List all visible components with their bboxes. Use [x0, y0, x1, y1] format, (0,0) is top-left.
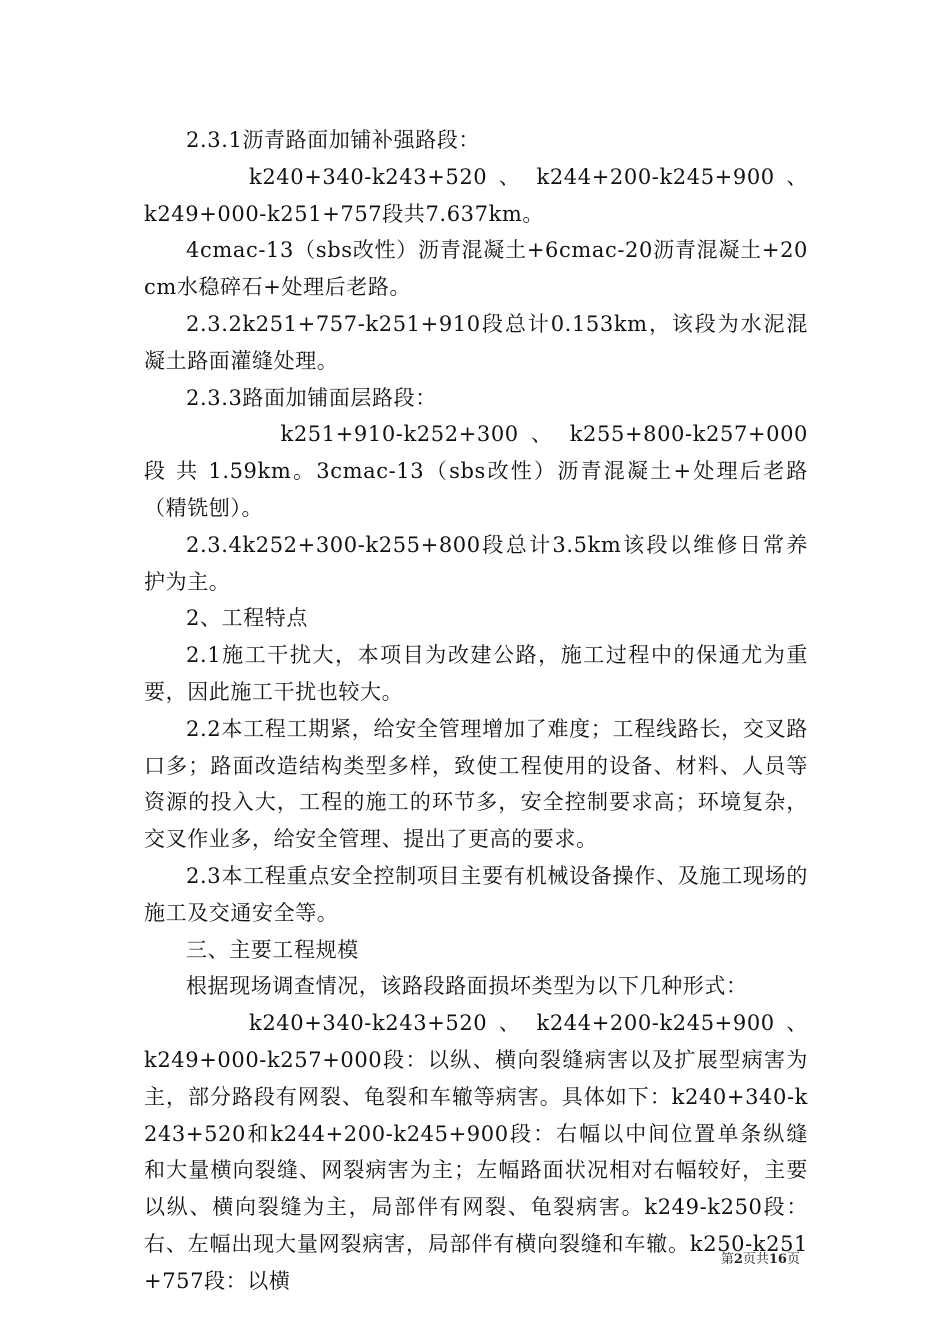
footer-total-pages: 16 [768, 1252, 787, 1267]
paragraph-2-3: 2.3本工程重点安全控制项目主要有机械设备操作、及施工现场的施工及交通安全等。 [144, 863, 808, 925]
paragraph-survey-intro: 根据现场调查情况，该路段路面损坏类型为以下几种形式： [186, 974, 748, 999]
footer-current-page: 2 [733, 1252, 743, 1267]
footer-suffix: 页 [786, 1252, 800, 1267]
paragraph-2-3-1-structure: 4cmac-13（sbs改性）沥青混凝土+6cmac-20沥青混凝土+20cm水稳碎石+处理后老路。 [144, 238, 808, 300]
section-heading-main-scale: 三、主要工程规模 [186, 937, 359, 962]
footer-middle: 页共 [742, 1252, 769, 1267]
paragraph-2-3-2: 2.3.2k251+757-k251+910段总计0.153km，该段为水泥混凝土路面灌缝处理。 [144, 311, 808, 373]
body-text [144, 122, 808, 1300]
paragraph-2-2: 2.2本工程工期紧，给安全管理增加了难度；工程线路长，交叉路口多；路面改造结构类型多样，致使工程使用的设备、材料、人员等资源的投入大，工程的施工的环节多，安全控制要求高；环境复杂，交叉作业多，给安全管理、提出了更高的要求。 [144, 716, 808, 852]
paragraph-2-3-3-ranges: k251+910-k252+300 、 k255+800-k257+000 段 共 1.59km。3cmac-13（sbs改性）沥青混凝土+处理后老路（精铣刨）。 [144, 422, 808, 520]
paragraph-2-3-4: 2.3.4k252+300-k255+800段总计3.5km该段以维修日常养护为主。 [144, 532, 808, 594]
paragraph-damage-details: k240+340-k243+520 、 k244+200-k245+900 、 k249+000-k257+000段：以纵、横向裂缝病害以及扩展型病害为主，部分路段有网裂、龟裂和车辙等病害。具体如下：k240+340-k243+520和k244+200-k245+900段：右幅以中间位置单条纵缝和大量横向裂缝、网裂病害为主；左幅路面状况相对右幅较好，主要以纵、横向裂缝为主，局部伴有网裂、龟裂病害。k249-k250段：右、左幅出现大量网裂病害，局部伴有横向裂缝和车辙。k250-k251+757段：以横 [144, 1011, 808, 1293]
page-footer [0, 1248, 950, 1267]
section-heading-engineering-features: 2、工程特点 [186, 606, 308, 631]
paragraph-2-3-1-ranges: k240+340-k243+520 、 k244+200-k245+900 、 k249+000-k251+757段共7.637km。 [144, 164, 808, 226]
paragraph-2-3-1-heading: 2.3.1沥青路面加铺补强路段： [186, 128, 481, 152]
footer-prefix: 第 [720, 1252, 734, 1267]
paragraph-2-1: 2.1施工干扰大，本项目为改建公路，施工过程中的保通尤为重要，因此施工干扰也较大。 [144, 643, 808, 704]
paragraph-2-3-3-heading: 2.3.3路面加铺面层路段： [186, 385, 437, 410]
